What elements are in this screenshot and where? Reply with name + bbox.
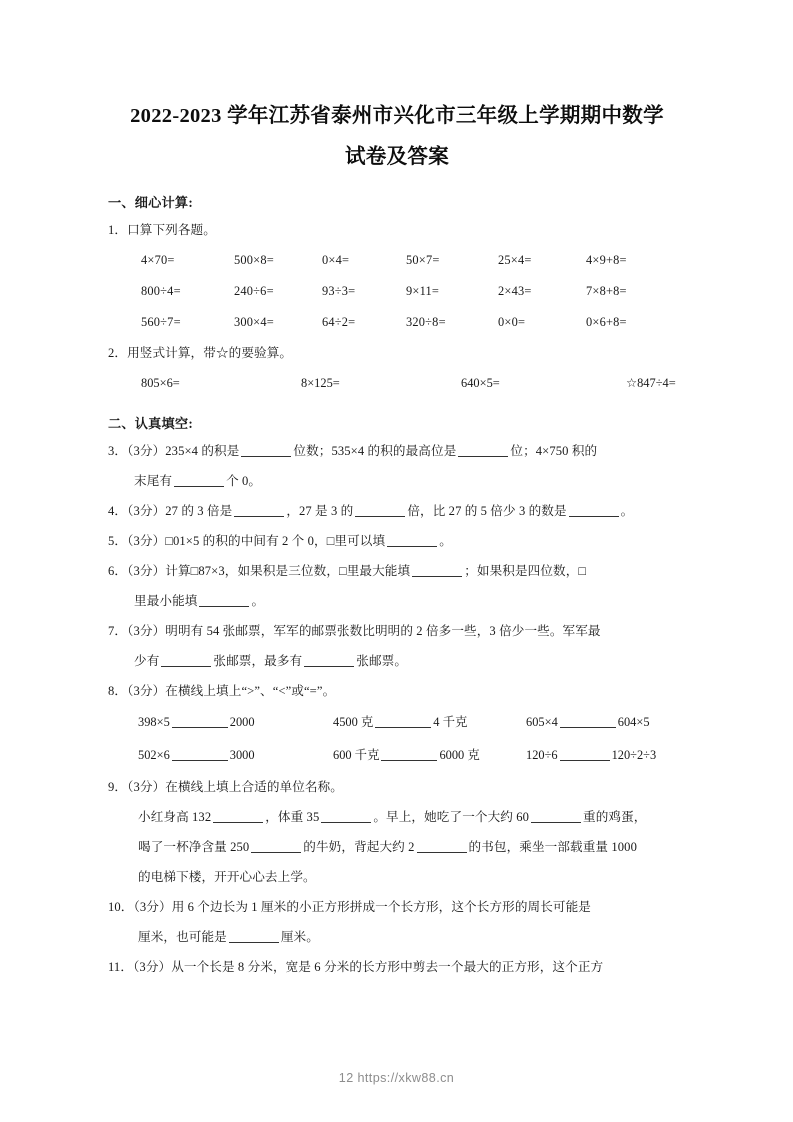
question-9-text-5: 喝了一杯净含量 250 bbox=[138, 840, 250, 854]
calc-item: 560÷7= bbox=[141, 315, 181, 329]
answer-blank[interactable] bbox=[213, 811, 263, 823]
question-3 bbox=[108, 436, 686, 466]
calc-item: 9×11= bbox=[406, 284, 440, 298]
question-6-number: 6． bbox=[108, 564, 128, 578]
compare-right: 6000 克 bbox=[439, 748, 480, 762]
compare-item bbox=[333, 739, 526, 772]
question-3-text-1: 235×4 的积是 bbox=[165, 444, 240, 458]
question-10-text-1: 用 6 个边长为 1 厘米的小正方形拼成一个长方形，这个长方形的周长可能是 bbox=[171, 900, 591, 914]
question-9-line-2 bbox=[108, 802, 686, 832]
question-10 bbox=[108, 892, 686, 922]
answer-blank[interactable] bbox=[569, 505, 619, 517]
question-7-text-3: 张邮票，最多有 bbox=[213, 654, 303, 668]
calc-item: 64÷2= bbox=[322, 315, 356, 329]
compare-left: 600 千克 bbox=[333, 748, 380, 762]
answer-blank[interactable] bbox=[417, 841, 467, 853]
answer-blank[interactable] bbox=[161, 655, 211, 667]
calc-item: 93÷3= bbox=[322, 284, 356, 298]
question-6-text-3: 里最小能填 bbox=[134, 594, 198, 608]
question-9-text-3: 。早上，她吃了一个大约 60 bbox=[373, 810, 530, 824]
answer-blank[interactable] bbox=[172, 749, 228, 761]
answer-blank[interactable] bbox=[412, 565, 462, 577]
section-heading-2: 二、认真填空: bbox=[108, 416, 193, 431]
question-11-number: 11． bbox=[108, 960, 134, 974]
question-9-line-4 bbox=[108, 862, 686, 892]
question-9-score: （3分） bbox=[127, 780, 166, 794]
question-2-number: 2． bbox=[108, 346, 128, 360]
question-8-score: （3分） bbox=[127, 684, 166, 698]
question-11-text-1: 从一个长是 8 分米，宽是 6 分米的长方形中剪去一个最大的正方形，这个正方 bbox=[171, 960, 604, 974]
question-9-text-2: ，体重 35 bbox=[265, 810, 320, 824]
calc-item: 50×7= bbox=[406, 253, 440, 267]
question-3-text-3: 位；4×750 积的 bbox=[510, 444, 598, 458]
question-10-score: （3分） bbox=[133, 900, 172, 914]
question-3-number: 3． bbox=[108, 444, 128, 458]
question-9-text-6: 的牛奶，背起大约 2 bbox=[303, 840, 415, 854]
question-3-score: （3分） bbox=[127, 444, 166, 458]
question-2 bbox=[108, 338, 686, 368]
calc-item: 25×4= bbox=[498, 253, 532, 267]
compare-left: 502×6 bbox=[138, 748, 170, 762]
question-8-row-2 bbox=[108, 739, 686, 772]
question-3-text-2: 位数；535×4 的积的最高位是 bbox=[293, 444, 457, 458]
page-title-line-2: 试卷及答案 bbox=[345, 146, 449, 168]
question-7-text-1: 明明有 54 张邮票，军军的邮票张数比明明的 2 倍多一些，3 倍少一些。军军最 bbox=[165, 624, 601, 638]
question-4 bbox=[108, 496, 686, 526]
answer-blank[interactable] bbox=[560, 716, 616, 728]
calc-item: 640×5= bbox=[461, 376, 500, 390]
question-9-text-8: 的电梯下楼，开开心心去上学。 bbox=[138, 870, 316, 884]
question-6-text-1: 计算□87×3，如果积是三位数，□里最大能填 bbox=[165, 564, 411, 578]
calc-item: 8×125= bbox=[301, 376, 340, 390]
answer-blank[interactable] bbox=[241, 445, 291, 457]
question-9-text-7: 的书包，乘坐一部载重量 1000 bbox=[468, 840, 637, 854]
question-8 bbox=[108, 676, 686, 706]
compare-right: 3000 bbox=[229, 748, 255, 762]
calc-item: 4×70= bbox=[141, 253, 175, 267]
question-2-items bbox=[108, 368, 686, 399]
question-6-text-2: ；如果积是四位数，□ bbox=[464, 564, 587, 578]
question-6-score: （3分） bbox=[127, 564, 166, 578]
question-8-number: 8． bbox=[108, 684, 128, 698]
page-content bbox=[108, 96, 686, 982]
question-5-text-2: 。 bbox=[439, 534, 452, 548]
question-7 bbox=[108, 616, 686, 646]
compare-left: 120÷6 bbox=[526, 748, 558, 762]
question-5-number: 5． bbox=[108, 534, 128, 548]
question-6 bbox=[108, 556, 686, 586]
question-1-row-2 bbox=[108, 276, 686, 307]
calc-item: 0×6+8= bbox=[586, 315, 627, 329]
question-3-text-4: 末尾有 bbox=[134, 474, 173, 488]
answer-blank[interactable] bbox=[321, 811, 371, 823]
answer-blank[interactable] bbox=[531, 811, 581, 823]
calc-item: 4×9+8= bbox=[586, 253, 627, 267]
question-10-text-2: 厘米，也可能是 bbox=[138, 930, 227, 944]
question-1 bbox=[108, 215, 686, 245]
question-5-score: （3分） bbox=[127, 534, 166, 548]
calc-item: 2×43= bbox=[498, 284, 532, 298]
question-11 bbox=[108, 952, 686, 982]
calc-item: ☆847÷4= bbox=[626, 376, 676, 390]
question-11-score: （3分） bbox=[133, 960, 172, 974]
answer-blank[interactable] bbox=[199, 595, 249, 607]
question-2-text: 用竖式计算，带☆的要验算。 bbox=[127, 346, 293, 360]
answer-blank[interactable] bbox=[387, 535, 437, 547]
answer-blank[interactable] bbox=[355, 505, 405, 517]
answer-blank[interactable] bbox=[375, 716, 431, 728]
answer-blank[interactable] bbox=[458, 445, 508, 457]
compare-item bbox=[526, 739, 686, 772]
question-6-line-2 bbox=[108, 586, 686, 616]
answer-blank[interactable] bbox=[381, 749, 437, 761]
question-8-text: 在横线上填上“>”、“<”或“=”。 bbox=[165, 684, 336, 698]
compare-item bbox=[526, 706, 686, 739]
calc-item: 0×4= bbox=[322, 253, 350, 267]
question-4-text-3: 倍，比 27 的 5 倍少 3 的数是 bbox=[407, 504, 567, 518]
question-6-text-4: 。 bbox=[251, 594, 265, 608]
answer-blank[interactable] bbox=[234, 505, 284, 517]
compare-item bbox=[138, 739, 333, 772]
question-1-number: 1． bbox=[108, 223, 128, 237]
compare-left: 605×4 bbox=[526, 715, 558, 729]
question-7-text-4: 张邮票。 bbox=[356, 654, 408, 668]
question-7-score: （3分） bbox=[127, 624, 166, 638]
question-9-line-3 bbox=[108, 832, 686, 862]
compare-right: 4 千克 bbox=[433, 715, 468, 729]
calc-item: 240÷6= bbox=[234, 284, 274, 298]
calc-item: 500×8= bbox=[234, 253, 274, 267]
compare-right: 120÷2÷3 bbox=[611, 748, 657, 762]
compare-right: 2000 bbox=[229, 715, 255, 729]
question-5 bbox=[108, 526, 686, 556]
calc-item: 0×0= bbox=[498, 315, 526, 329]
answer-blank[interactable] bbox=[560, 749, 610, 761]
answer-blank[interactable] bbox=[229, 931, 279, 943]
page-title bbox=[108, 96, 686, 178]
question-10-number: 10． bbox=[108, 900, 134, 914]
compare-left: 398×5 bbox=[138, 715, 170, 729]
question-8-row-1 bbox=[108, 706, 686, 739]
calc-item: 300×4= bbox=[234, 315, 274, 329]
question-7-text-2: 少有 bbox=[134, 654, 160, 668]
calc-item: 800÷4= bbox=[141, 284, 181, 298]
question-4-text-1: 27 的 3 倍是 bbox=[165, 504, 233, 518]
answer-blank[interactable] bbox=[304, 655, 354, 667]
compare-left: 4500 克 bbox=[333, 715, 374, 729]
answer-blank[interactable] bbox=[172, 716, 228, 728]
question-9 bbox=[108, 772, 686, 802]
section-heading-1: 一、细心计算: bbox=[108, 195, 193, 210]
question-9-text-4: 重的鸡蛋， bbox=[583, 810, 647, 824]
page-title-line-1: 2022-2023 学年江苏省泰州市兴化市三年级上学期期中数学 bbox=[130, 105, 664, 127]
question-5-text-1: □01×5 的积的中间有 2 个 0，□里可以填 bbox=[165, 534, 386, 548]
question-7-number: 7． bbox=[108, 624, 128, 638]
question-10-line-2 bbox=[108, 922, 686, 952]
question-1-row-1 bbox=[108, 245, 686, 276]
answer-blank[interactable] bbox=[174, 475, 224, 487]
calc-item: 7×8+8= bbox=[586, 284, 627, 298]
question-9-text-1: 小红身高 132 bbox=[138, 810, 212, 824]
question-9-number: 9． bbox=[108, 780, 128, 794]
compare-right: 604×5 bbox=[617, 715, 650, 729]
question-3-text-5: 个 0。 bbox=[226, 474, 262, 488]
question-1-row-3 bbox=[108, 307, 686, 338]
question-10-text-3: 厘米。 bbox=[280, 930, 319, 944]
question-4-score: （3分） bbox=[127, 504, 166, 518]
compare-item bbox=[138, 706, 333, 739]
question-9-text: 在横线上填上合适的单位名称。 bbox=[165, 780, 343, 794]
question-4-number: 4． bbox=[108, 504, 128, 518]
question-7-line-2 bbox=[108, 646, 686, 676]
question-1-text: 口算下列各题。 bbox=[127, 223, 216, 237]
page-footer: 12 https://xkw88.cn bbox=[338, 1071, 455, 1085]
compare-item bbox=[333, 706, 526, 739]
question-4-text-4: 。 bbox=[620, 504, 634, 518]
answer-blank[interactable] bbox=[251, 841, 301, 853]
question-4-text-2: ，27 是 3 的 bbox=[286, 504, 354, 518]
calc-item: 805×6= bbox=[141, 376, 180, 390]
calc-item: 320÷8= bbox=[406, 315, 446, 329]
question-3-line-2 bbox=[108, 466, 686, 496]
